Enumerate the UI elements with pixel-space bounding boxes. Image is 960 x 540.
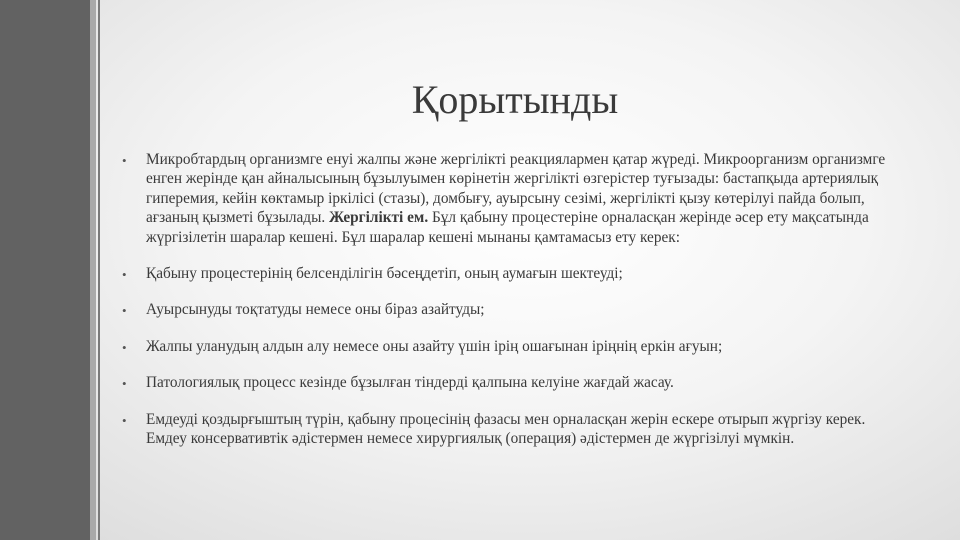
list-item-intro: [122, 150, 888, 247]
list-item: [122, 264, 888, 283]
sidebar-light-band: [90, 0, 96, 540]
list-item: [122, 410, 888, 449]
list-item: [122, 300, 888, 319]
bullet-list: [122, 150, 888, 448]
intro-bold-term: Жергілікті ем.: [329, 209, 429, 227]
list-item: [122, 373, 888, 392]
list-item-text: Қабыну процестерінің белсенділігін бәсеңдетіп, оның аумағын шектеуді;: [146, 265, 623, 283]
bullet-icon: •: [122, 339, 127, 355]
list-item: [122, 337, 888, 356]
slide-title: Қорытынды: [411, 77, 619, 122]
list-item-text: Емдеуді қоздырғыштың түрін, қабыну процесінің фазасы мен орналасқан жерін ескере отырып жүргізу керек. Емдеу консервативтік әдістермен немесе хирургиялық (операция) әдістермен де жүргізілуі мүмкін.: [146, 410, 866, 448]
bullet-icon: •: [122, 376, 127, 392]
sidebar-dark-band: [0, 0, 90, 540]
intro-text-continued: Бұл қабыну процестеріне орналасқан жерінде әсер ету мақсатында жүргізілетін шаралар кешені. Бұл шаралар кешені мынаны қамтамасыз ету керек:: [146, 209, 869, 246]
bullet-icon: •: [122, 267, 127, 283]
bullet-icon: •: [122, 412, 127, 428]
list-item-text: Патологиялық процесс кезінде бұзылған тіндерді қалпына келуіне жағдай жасау.: [146, 374, 674, 392]
bullet-icon: •: [122, 303, 127, 319]
bullet-icon: •: [122, 153, 127, 168]
list-item-text: Жалпы уланудың алдын алу немесе оны азайту үшін ірің ошағынан іріңнің еркін ағуын;: [146, 337, 723, 355]
intro-text: Микробтардың организмге енуі жалпы және жергілікті реакциялармен қатар жүреді. Микроорганизм организмге енген жерінде қан айналысының бұзылуымен көрінетін жергілікті өзгерістер туғызады: бастапқыда артериялық гиперемия, кейін көктамыр іркілісі (стазы), домбығу, ауырсыну сезімі, жергілікті қызу көтерілуі пайда болып, ағзаның қызметі бұзылады.: [146, 151, 886, 227]
list-item-text: Ауырсынуды тоқтатуды немесе оны біраз азайтуды;: [146, 301, 485, 319]
